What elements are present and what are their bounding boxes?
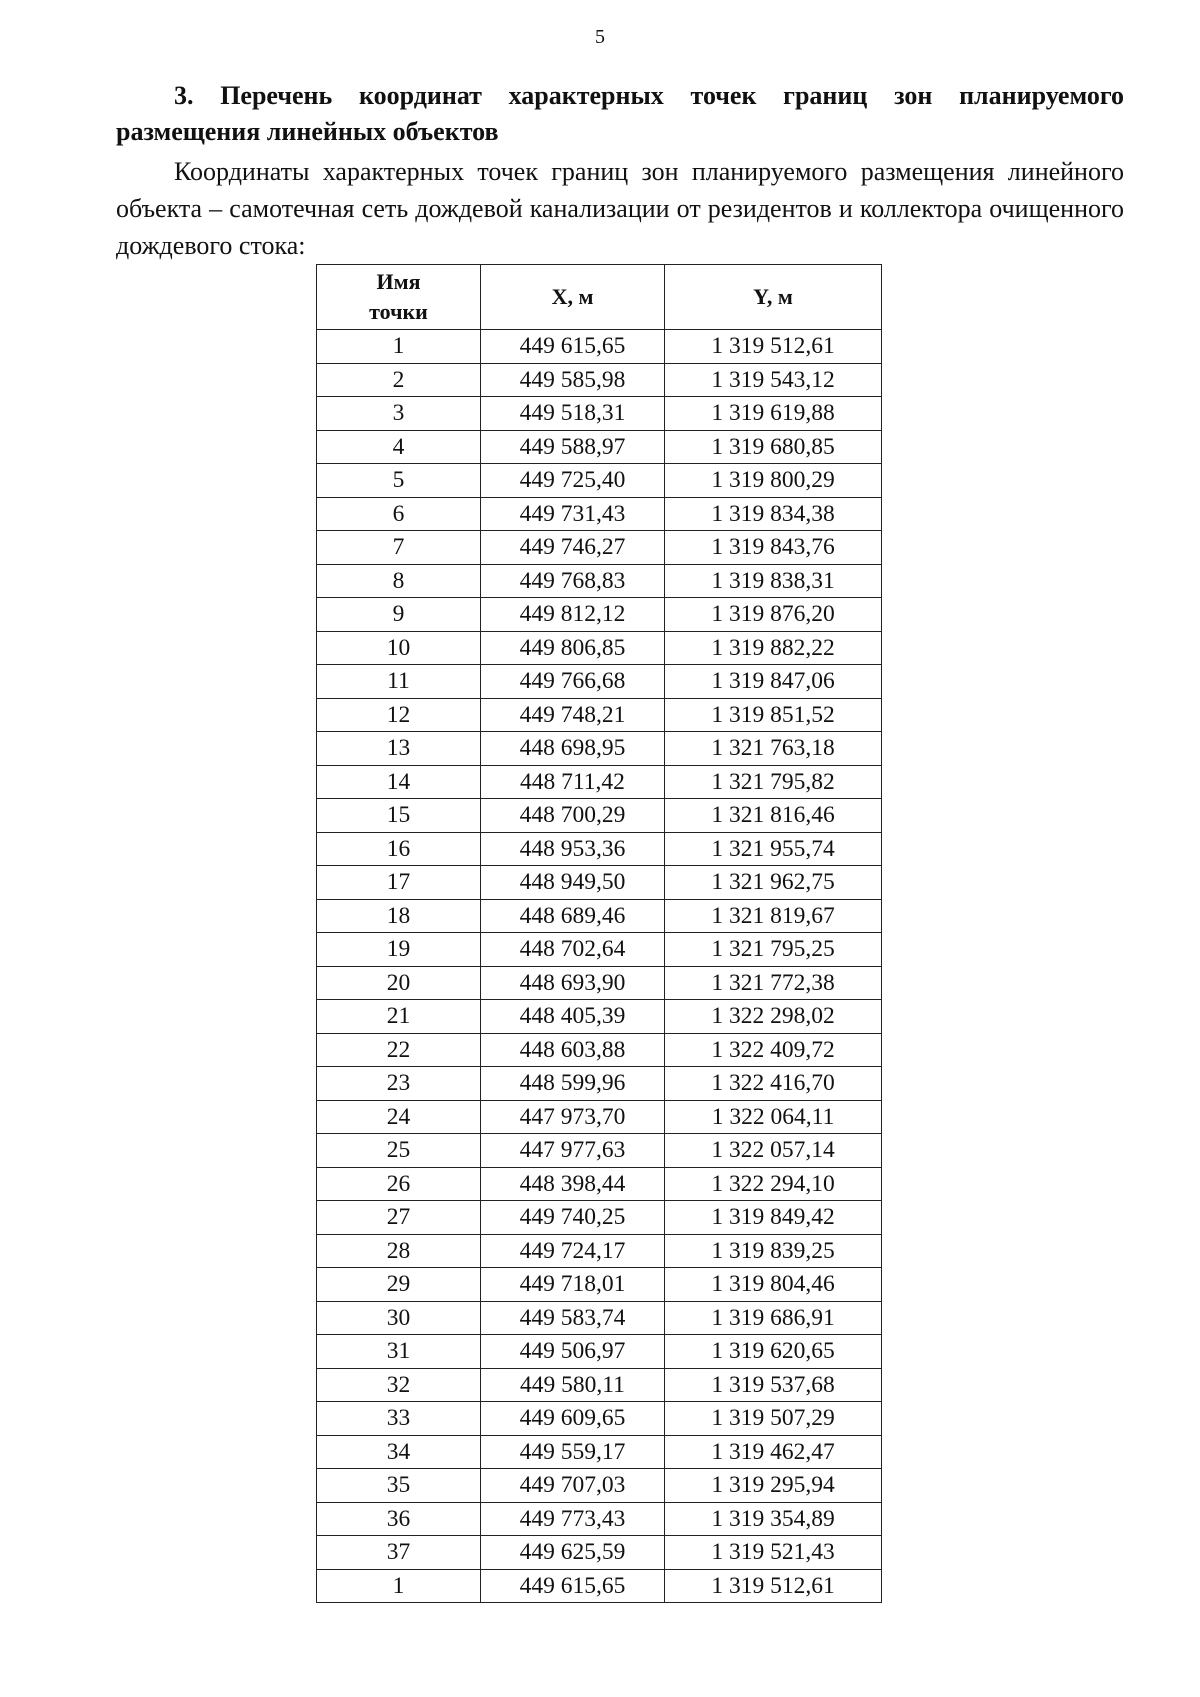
table-row bbox=[317, 531, 882, 565]
cell-y: 1 319 512,61 bbox=[665, 330, 882, 364]
intro-paragraph: Координаты характерных точек границ зон планируемого размещения линейного объекта – самотечная сеть дождевой канализации от резидентов и коллектора очищенного дождевого стока: bbox=[116, 157, 1124, 260]
section-heading: 3. Перечень координат характерных точек границ зон планируемого размещения линейных объектов bbox=[116, 81, 1124, 146]
table-row bbox=[317, 1268, 882, 1302]
table-row bbox=[317, 1502, 882, 1536]
cell-y: 1 321 763,18 bbox=[665, 732, 882, 766]
cell-y: 1 319 680,85 bbox=[665, 430, 882, 464]
cell-y: 1 321 819,67 bbox=[665, 899, 882, 933]
table-row bbox=[317, 330, 882, 364]
cell-y: 1 321 955,74 bbox=[665, 832, 882, 866]
table-row bbox=[317, 933, 882, 967]
table-row bbox=[317, 1368, 882, 1402]
table-row bbox=[317, 1402, 882, 1436]
cell-point-name: 35 bbox=[317, 1469, 481, 1503]
cell-x: 448 405,39 bbox=[481, 1000, 665, 1034]
table-row bbox=[317, 1000, 882, 1034]
table-row bbox=[317, 1234, 882, 1268]
cell-x: 449 506,97 bbox=[481, 1335, 665, 1369]
cell-point-name: 19 bbox=[317, 933, 481, 967]
table-row bbox=[317, 665, 882, 699]
cell-x: 448 599,96 bbox=[481, 1067, 665, 1101]
cell-x: 447 973,70 bbox=[481, 1100, 665, 1134]
cell-y: 1 319 354,89 bbox=[665, 1502, 882, 1536]
cell-point-name: 22 bbox=[317, 1033, 481, 1067]
cell-point-name: 30 bbox=[317, 1301, 481, 1335]
cell-x: 449 724,17 bbox=[481, 1234, 665, 1268]
cell-point-name: 17 bbox=[317, 866, 481, 900]
cell-y: 1 319 834,38 bbox=[665, 497, 882, 531]
cell-y: 1 319 686,91 bbox=[665, 1301, 882, 1335]
cell-x: 448 689,46 bbox=[481, 899, 665, 933]
cell-y: 1 319 882,22 bbox=[665, 631, 882, 665]
cell-x: 449 580,11 bbox=[481, 1368, 665, 1402]
cell-y: 1 321 816,46 bbox=[665, 799, 882, 833]
cell-x: 448 398,44 bbox=[481, 1167, 665, 1201]
cell-x: 449 768,83 bbox=[481, 564, 665, 598]
table-row bbox=[317, 397, 882, 431]
cell-y: 1 319 800,29 bbox=[665, 464, 882, 498]
cell-point-name: 37 bbox=[317, 1536, 481, 1570]
table-header-row bbox=[317, 265, 882, 330]
cell-y: 1 319 462,47 bbox=[665, 1435, 882, 1469]
table-row bbox=[317, 966, 882, 1000]
cell-point-name: 18 bbox=[317, 899, 481, 933]
cell-point-name: 33 bbox=[317, 1402, 481, 1436]
cell-point-name: 9 bbox=[317, 598, 481, 632]
table-row bbox=[317, 866, 882, 900]
cell-point-name: 36 bbox=[317, 1502, 481, 1536]
table-row bbox=[317, 464, 882, 498]
table-row bbox=[317, 765, 882, 799]
cell-point-name: 14 bbox=[317, 765, 481, 799]
table-row bbox=[317, 1134, 882, 1168]
cell-point-name: 7 bbox=[317, 531, 481, 565]
cell-y: 1 319 619,88 bbox=[665, 397, 882, 431]
cell-x: 449 615,65 bbox=[481, 330, 665, 364]
cell-x: 448 702,64 bbox=[481, 933, 665, 967]
cell-x: 448 711,42 bbox=[481, 765, 665, 799]
cell-y: 1 319 537,68 bbox=[665, 1368, 882, 1402]
cell-point-name: 31 bbox=[317, 1335, 481, 1369]
cell-y: 1 319 804,46 bbox=[665, 1268, 882, 1302]
cell-point-name: 25 bbox=[317, 1134, 481, 1168]
cell-point-name: 6 bbox=[317, 497, 481, 531]
cell-point-name: 8 bbox=[317, 564, 481, 598]
table-row bbox=[317, 899, 882, 933]
cell-x: 449 766,68 bbox=[481, 665, 665, 699]
table-row bbox=[317, 430, 882, 464]
cell-y: 1 322 294,10 bbox=[665, 1167, 882, 1201]
header-y: Y, м bbox=[665, 265, 882, 330]
table-row bbox=[317, 1201, 882, 1235]
table-row bbox=[317, 1100, 882, 1134]
cell-y: 1 319 620,65 bbox=[665, 1335, 882, 1369]
cell-point-name: 27 bbox=[317, 1201, 481, 1235]
table-row bbox=[317, 497, 882, 531]
cell-y: 1 319 543,12 bbox=[665, 363, 882, 397]
table-row bbox=[317, 799, 882, 833]
cell-point-name: 23 bbox=[317, 1067, 481, 1101]
table-row bbox=[317, 1067, 882, 1101]
cell-point-name: 24 bbox=[317, 1100, 481, 1134]
table-row bbox=[317, 598, 882, 632]
cell-point-name: 34 bbox=[317, 1435, 481, 1469]
table-row bbox=[317, 1536, 882, 1570]
cell-y: 1 319 838,31 bbox=[665, 564, 882, 598]
cell-point-name: 1 bbox=[317, 330, 481, 364]
cell-point-name: 21 bbox=[317, 1000, 481, 1034]
cell-point-name: 29 bbox=[317, 1268, 481, 1302]
cell-y: 1 319 507,29 bbox=[665, 1402, 882, 1436]
cell-point-name: 16 bbox=[317, 832, 481, 866]
cell-y: 1 319 512,61 bbox=[665, 1569, 882, 1603]
cell-y: 1 321 795,82 bbox=[665, 765, 882, 799]
table-row bbox=[317, 363, 882, 397]
table-row bbox=[317, 1335, 882, 1369]
cell-x: 449 707,03 bbox=[481, 1469, 665, 1503]
table-row bbox=[317, 832, 882, 866]
cell-point-name: 15 bbox=[317, 799, 481, 833]
table-row bbox=[317, 1435, 882, 1469]
cell-x: 449 731,43 bbox=[481, 497, 665, 531]
cell-x: 449 806,85 bbox=[481, 631, 665, 665]
cell-point-name: 3 bbox=[317, 397, 481, 431]
cell-point-name: 10 bbox=[317, 631, 481, 665]
cell-y: 1 321 962,75 bbox=[665, 866, 882, 900]
cell-point-name: 13 bbox=[317, 732, 481, 766]
table-row bbox=[317, 1033, 882, 1067]
cell-y: 1 322 416,70 bbox=[665, 1067, 882, 1101]
header-x: X, м bbox=[481, 265, 665, 330]
cell-x: 449 588,97 bbox=[481, 430, 665, 464]
cell-point-name: 20 bbox=[317, 966, 481, 1000]
cell-x: 449 746,27 bbox=[481, 531, 665, 565]
cell-x: 449 559,17 bbox=[481, 1435, 665, 1469]
cell-y: 1 321 772,38 bbox=[665, 966, 882, 1000]
cell-point-name: 26 bbox=[317, 1167, 481, 1201]
cell-x: 449 583,74 bbox=[481, 1301, 665, 1335]
cell-x: 448 698,95 bbox=[481, 732, 665, 766]
cell-y: 1 319 295,94 bbox=[665, 1469, 882, 1503]
cell-point-name: 2 bbox=[317, 363, 481, 397]
table-row bbox=[317, 564, 882, 598]
cell-y: 1 322 298,02 bbox=[665, 1000, 882, 1034]
header-point-name: Имя точки bbox=[317, 265, 481, 330]
cell-y: 1 322 057,14 bbox=[665, 1134, 882, 1168]
cell-y: 1 319 521,43 bbox=[665, 1536, 882, 1570]
cell-x: 449 518,31 bbox=[481, 397, 665, 431]
cell-point-name: 4 bbox=[317, 430, 481, 464]
table-row bbox=[317, 631, 882, 665]
cell-x: 449 615,65 bbox=[481, 1569, 665, 1603]
table-row bbox=[317, 1167, 882, 1201]
cell-x: 449 625,59 bbox=[481, 1536, 665, 1570]
cell-x: 449 740,25 bbox=[481, 1201, 665, 1235]
table-row bbox=[317, 1469, 882, 1503]
cell-x: 447 977,63 bbox=[481, 1134, 665, 1168]
cell-point-name: 1 bbox=[317, 1569, 481, 1603]
cell-y: 1 322 409,72 bbox=[665, 1033, 882, 1067]
cell-y: 1 322 064,11 bbox=[665, 1100, 882, 1134]
cell-x: 448 953,36 bbox=[481, 832, 665, 866]
cell-x: 449 585,98 bbox=[481, 363, 665, 397]
cell-y: 1 319 847,06 bbox=[665, 665, 882, 699]
cell-point-name: 12 bbox=[317, 698, 481, 732]
table-row bbox=[317, 1569, 882, 1603]
cell-x: 449 812,12 bbox=[481, 598, 665, 632]
cell-x: 448 700,29 bbox=[481, 799, 665, 833]
cell-x: 449 609,65 bbox=[481, 1402, 665, 1436]
cell-x: 449 773,43 bbox=[481, 1502, 665, 1536]
cell-x: 448 693,90 bbox=[481, 966, 665, 1000]
cell-y: 1 319 843,76 bbox=[665, 531, 882, 565]
cell-x: 449 718,01 bbox=[481, 1268, 665, 1302]
cell-y: 1 319 839,25 bbox=[665, 1234, 882, 1268]
cell-point-name: 32 bbox=[317, 1368, 481, 1402]
cell-point-name: 28 bbox=[317, 1234, 481, 1268]
cell-x: 449 748,21 bbox=[481, 698, 665, 732]
cell-x: 448 603,88 bbox=[481, 1033, 665, 1067]
cell-y: 1 319 851,52 bbox=[665, 698, 882, 732]
cell-point-name: 11 bbox=[317, 665, 481, 699]
cell-point-name: 5 bbox=[317, 464, 481, 498]
table-row bbox=[317, 1301, 882, 1335]
table-row bbox=[317, 698, 882, 732]
cell-y: 1 319 876,20 bbox=[665, 598, 882, 632]
cell-x: 449 725,40 bbox=[481, 464, 665, 498]
page-number: 5 bbox=[595, 26, 605, 48]
cell-y: 1 319 849,42 bbox=[665, 1201, 882, 1235]
coordinates-table bbox=[316, 264, 882, 1603]
table-body bbox=[317, 330, 882, 1603]
cell-y: 1 321 795,25 bbox=[665, 933, 882, 967]
table-row bbox=[317, 732, 882, 766]
cell-x: 448 949,50 bbox=[481, 866, 665, 900]
